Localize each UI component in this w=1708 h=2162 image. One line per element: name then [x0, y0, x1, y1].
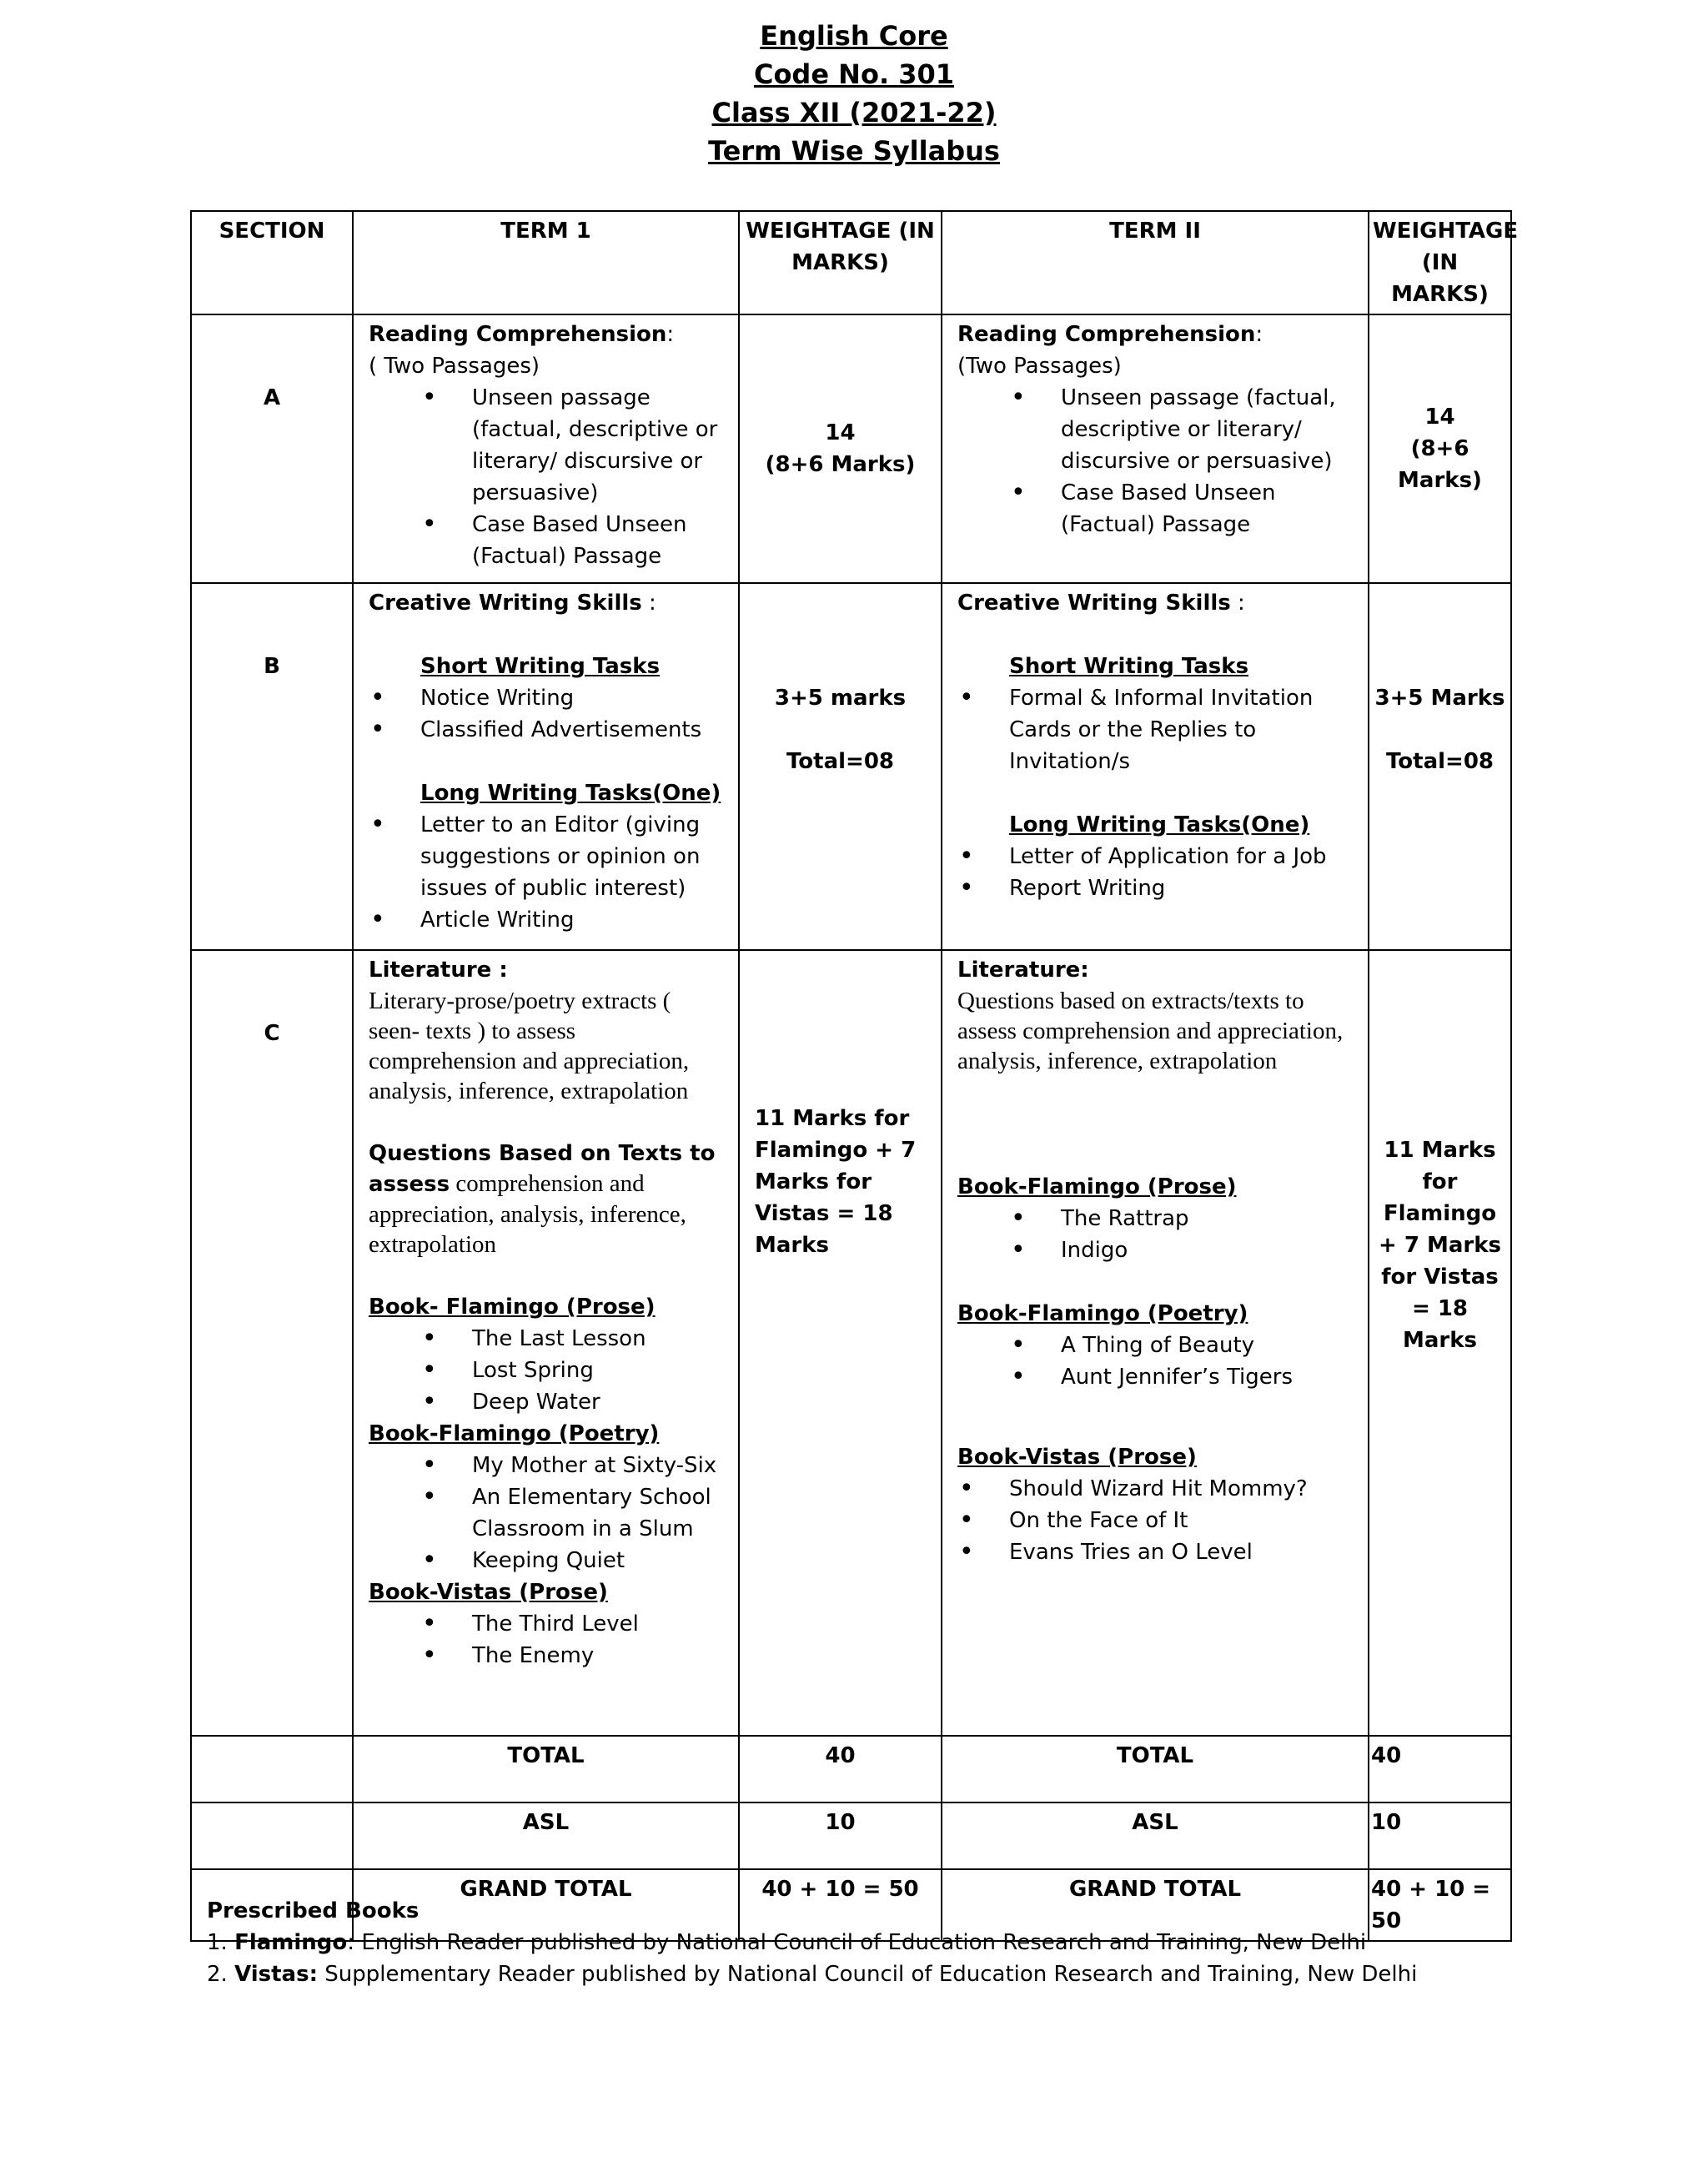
- header-weightage2: WEIGHTAGE (IN MARKS): [1369, 211, 1511, 314]
- prescribed-books: [207, 1895, 1417, 1990]
- section-c-term2: Literature: Questions based on extracts/texts to assess comprehension and appreciation, analysis, inference, extrapolation Book-Flamingo (Prose) • The Rattrap • Indigo Book-Flamingo (Poetry) • A Thing of Beauty • Aunt Jennifer’s Tigers Book-Vistas (Prose) • Should Wizard Hit Mommy? • On the Face of It • Evans Tries an O Level: [942, 950, 1369, 1736]
- header-term2: TERM II: [942, 211, 1369, 314]
- section-label: B: [191, 583, 353, 950]
- list-item: • Formal & Informal Invitation Cards or the Replies to Invitation/s: [957, 682, 1353, 777]
- list-item: • A Thing of Beauty: [957, 1330, 1353, 1361]
- list-item: • My Mother at Sixty-Six: [369, 1450, 723, 1481]
- list-item: • Notice Writing: [369, 682, 723, 714]
- prose-list: [369, 1323, 723, 1418]
- section-c-term1: Literature : Literary-prose/poetry extracts ( seen- texts ) to assess comprehension and appreciation, analysis, inference, extrapolation Questions Based on Texts to assess comprehension and appreciation, analysis, inference, extrapolation Book- Flamingo (Prose) • The Last Lesson • Lost Spring • Deep Water Book-Flamingo (Poetry) • My Mother at Sixty-Six • An Elementary School Classroom in a Slum • Keeping Quiet Book-Vistas (Prose) • The Third Level • The Enemy: [353, 950, 739, 1736]
- section-a-row: [191, 314, 1511, 583]
- section-c-weightage2: 11 Marks for Flamingo + 7 Marks for Vistas = 18 Marks: [1369, 950, 1511, 1736]
- section-a-weightage1: 14 (8+6 Marks): [739, 314, 942, 583]
- class-year: Class XII (2021-22): [711, 97, 997, 128]
- list-item: • Aunt Jennifer’s Tigers: [957, 1361, 1353, 1393]
- document-header: [0, 17, 1708, 170]
- long-tasks-list: [957, 841, 1353, 904]
- list-item: • Unseen passage (factual, descriptive or literary/ discursive or persuasive): [369, 382, 723, 509]
- subject-title: English Core: [760, 20, 948, 52]
- section-a-term2: Reading Comprehension: (Two Passages) • Unseen passage (factual, descriptive or literary/ discursive or persuasive) • Case Based Unseen (Factual) Passage: [942, 314, 1369, 583]
- vistas-list: [369, 1608, 723, 1672]
- list-item: 2. Vistas: Supplementary Reader published by National Council of Education Research and Training, New Delhi: [207, 1962, 1418, 1987]
- list-item: • The Third Level: [369, 1608, 723, 1640]
- section-b-weightage2: 3+5 Marks Total=08: [1369, 583, 1511, 950]
- list-item: • On the Face of It: [957, 1505, 1353, 1536]
- table-header-row: [191, 211, 1511, 314]
- list-item: • Indigo: [957, 1234, 1353, 1266]
- reading-list: [369, 382, 723, 572]
- poetry-list: [957, 1330, 1353, 1393]
- header-weightage1: WEIGHTAGE (IN MARKS): [739, 211, 942, 314]
- list-item: • Deep Water: [369, 1386, 723, 1418]
- list-item: • An Elementary School Classroom in a Slum: [369, 1481, 723, 1545]
- grand-total-row: GRAND TOTAL 40 + 10 = 50 GRAND TOTAL 40 + 10 = 50: [191, 1869, 1511, 1941]
- long-tasks-list: [369, 809, 723, 936]
- poetry-list: [369, 1450, 723, 1576]
- list-item: • Case Based Unseen (Factual) Passage: [369, 509, 723, 572]
- vistas-list: [957, 1473, 1353, 1568]
- list-item: • Should Wizard Hit Mommy?: [957, 1473, 1353, 1505]
- list-item: • Unseen passage (factual, descriptive or literary/ discursive or persuasive): [957, 382, 1353, 477]
- list-item: 1. Flamingo: English Reader published by National Council of Education Research and Training, New Delhi: [207, 1930, 1367, 1955]
- asl-row: ASL 10 ASL 10: [191, 1803, 1511, 1869]
- list-item: • Keeping Quiet: [369, 1545, 723, 1576]
- short-tasks-list: [957, 682, 1353, 777]
- section-b-term2: Creative Writing Skills : Short Writing Tasks • Formal & Informal Invitation Cards or the Replies to Invitation/s Long Writing Tasks(One) • Letter of Application for a Job • Report Writing: [942, 583, 1369, 950]
- empty-cell: [191, 1803, 353, 1869]
- syllabus-table: [190, 210, 1519, 1942]
- section-c-weightage1: 11 Marks for Flamingo + 7 Marks for Vistas = 18 Marks: [739, 950, 942, 1736]
- section-a-weightage2: 14 (8+6 Marks): [1369, 314, 1511, 583]
- list-item: • The Rattrap: [957, 1203, 1353, 1234]
- section-b-term1: Creative Writing Skills : Short Writing Tasks • Notice Writing • Classified Advertisements Long Writing Tasks(One) • Letter to an Editor (giving suggestions or opinion on issues of public interest) • Article Writing: [353, 583, 739, 950]
- list-item: • Report Writing: [957, 872, 1353, 904]
- list-item: • Evans Tries an O Level: [957, 1536, 1353, 1568]
- list-item: • Lost Spring: [369, 1355, 723, 1386]
- section-c-row: [191, 950, 1511, 1736]
- header-term1: TERM 1: [353, 211, 739, 314]
- list-item: • Article Writing: [369, 904, 723, 936]
- list-item: • Classified Advertisements: [369, 714, 723, 746]
- header-section: SECTION: [191, 211, 353, 314]
- list-item: • Letter to an Editor (giving suggestions or opinion on issues of public interest): [369, 809, 723, 904]
- short-tasks-list: [369, 682, 723, 746]
- code-number: Code No. 301: [753, 58, 955, 90]
- section-label: C: [191, 950, 353, 1736]
- section-b-row: [191, 583, 1511, 950]
- list-item: • Case Based Unseen (Factual) Passage: [957, 477, 1353, 540]
- syllabus-title: Term Wise Syllabus: [708, 135, 1000, 167]
- list-item: • The Enemy: [369, 1640, 723, 1672]
- section-label: A: [191, 314, 353, 583]
- section-a-term1: Reading Comprehension: ( Two Passages) • Unseen passage (factual, descriptive or literary/ discursive or persuasive) • Case Based Unseen (Factual) Passage: [353, 314, 739, 583]
- books-title: Prescribed Books: [207, 1898, 419, 1923]
- total-row: TOTAL 40 TOTAL 40: [191, 1736, 1511, 1803]
- reading-list: [957, 382, 1353, 540]
- list-item: • The Last Lesson: [369, 1323, 723, 1355]
- empty-cell: [191, 1736, 353, 1803]
- prose-list: [957, 1203, 1353, 1266]
- list-item: • Letter of Application for a Job: [957, 841, 1353, 872]
- section-b-weightage1: 3+5 marks Total=08: [739, 583, 942, 950]
